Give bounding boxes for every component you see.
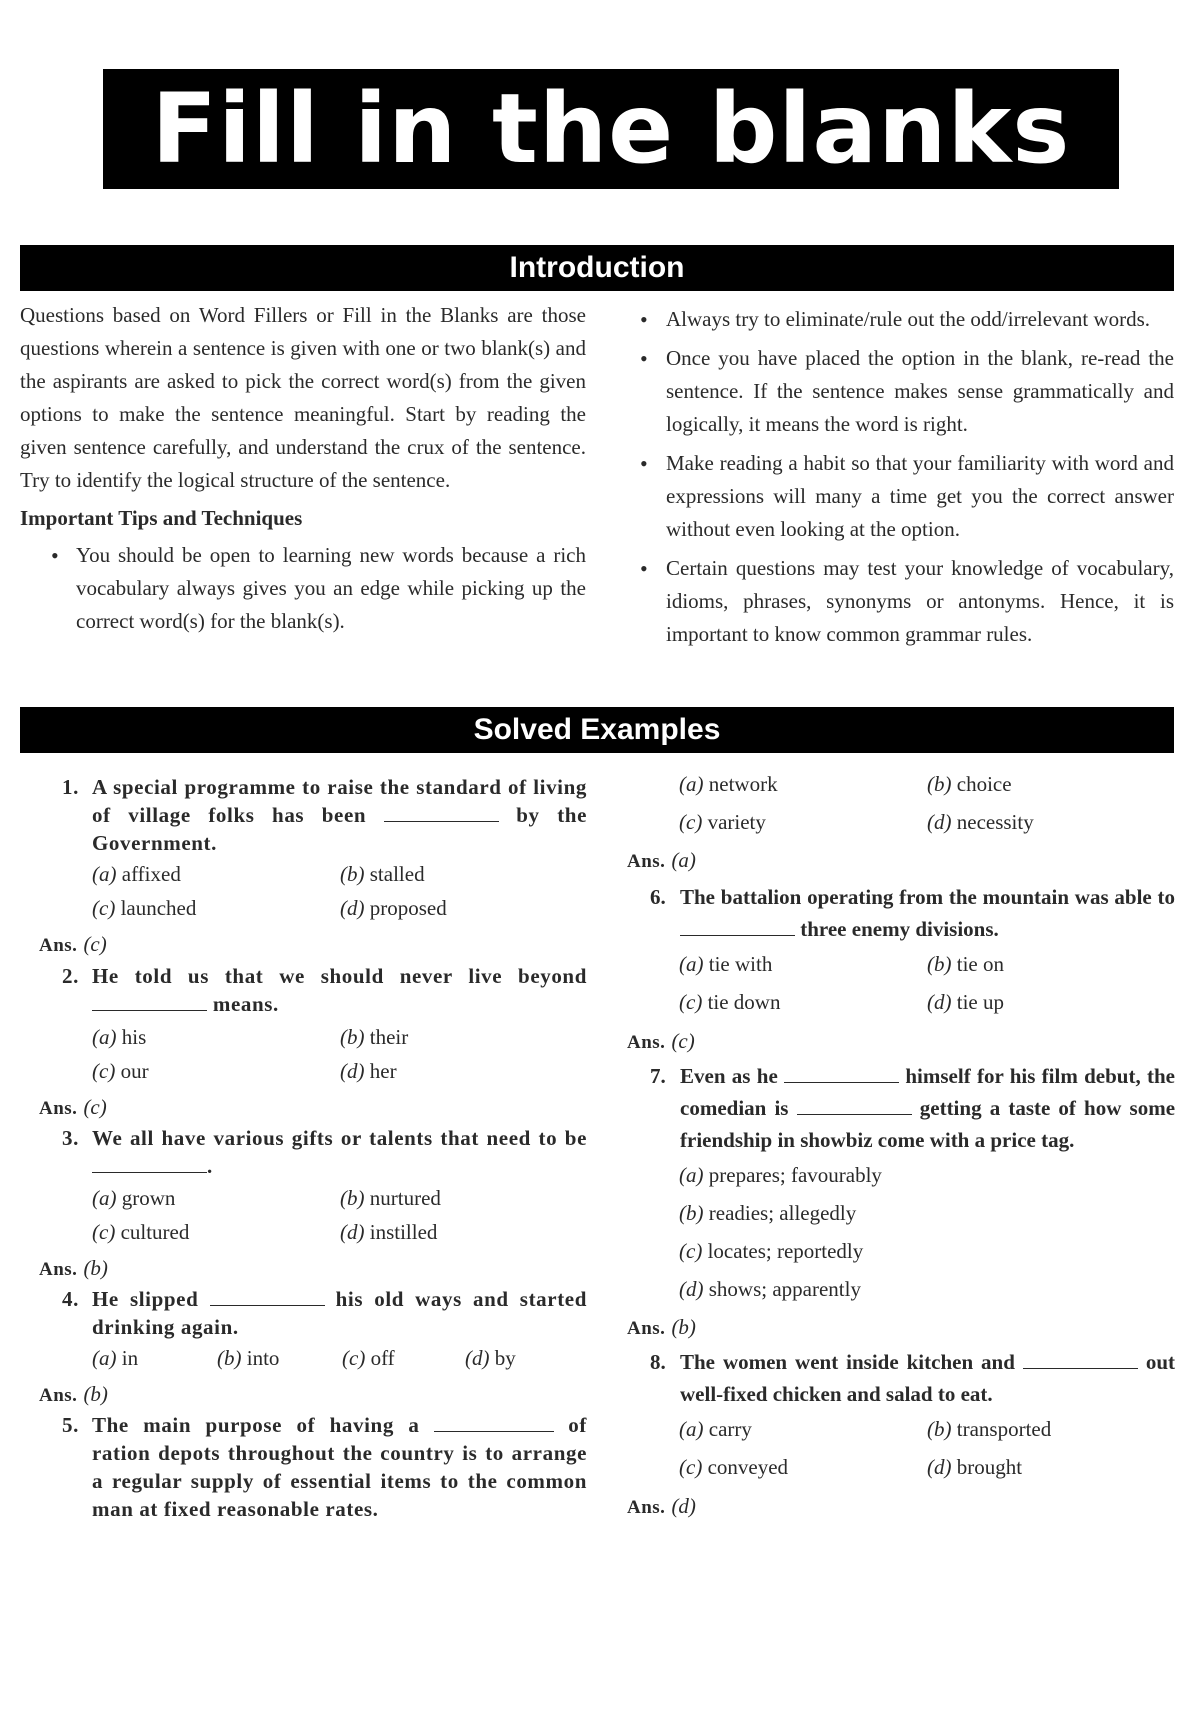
solved-examples-heading-text: Solved Examples <box>473 713 721 746</box>
option-label: (d) <box>340 896 365 920</box>
answer-blank <box>1023 1350 1138 1369</box>
page-title-banner <box>103 69 1119 189</box>
option-label: (d) <box>927 990 952 1014</box>
option-c <box>679 990 780 1015</box>
bullet-icon: • <box>51 543 59 568</box>
answer-value: (b) <box>83 1256 108 1280</box>
question-text-part: A special programme to raise the standard of living of village folks has been <box>92 775 587 827</box>
option-label: (b) <box>927 1417 952 1441</box>
option-text: stalled <box>369 862 425 886</box>
question-text-part: means. <box>212 992 279 1016</box>
answer-value: (d) <box>671 1494 696 1518</box>
option-text: her <box>369 1059 397 1083</box>
option-text: in <box>121 1346 139 1370</box>
option-b <box>927 772 1012 797</box>
option-d <box>340 1059 397 1084</box>
option-d <box>465 1346 516 1371</box>
question-text-part: by the Government. <box>92 803 588 855</box>
tip-text: You should be open to learning new words because a rich vocabulary always gives you an edge while picking up the correct word(s) for the blank(s). <box>76 543 586 633</box>
answer-value: (c) <box>83 1095 107 1119</box>
question-text-part: . <box>207 1154 213 1178</box>
introduction-paragraph: Questions based on Word Fillers or Fill in the Blanks are those questions wherein a sentence is given with one or two blank(s) and the aspirants are asked to pick the correct word(s) from the given options to make the sentence meaningful. Start by reading the given sentence carefully, and understand the crux of the sentence. Try to identify the logical structure of the sentence. <box>20 303 586 492</box>
tips-list-left <box>20 539 586 638</box>
answer-value: (c) <box>671 1029 695 1053</box>
question-3 <box>62 1124 587 1180</box>
tips-heading: Important Tips and Techniques <box>20 506 303 530</box>
option-a <box>92 1025 146 1050</box>
question-text-part: The women went inside kitchen and <box>680 1350 1015 1374</box>
option-d <box>927 1455 1022 1480</box>
option-text: choice <box>956 772 1012 796</box>
answer-label: Ans. <box>627 1497 666 1518</box>
option-label: (d) <box>927 1455 952 1479</box>
option-c <box>92 1220 189 1245</box>
option-label: (a) <box>92 1346 117 1370</box>
option-label: (d) <box>340 1220 365 1244</box>
option-text: instilled <box>369 1220 438 1244</box>
option-label: (c) <box>92 1059 116 1083</box>
option-label: (b) <box>679 1201 704 1225</box>
answer-value: (c) <box>83 932 107 956</box>
question-text-part: He slipped <box>92 1287 199 1311</box>
question-text <box>680 1346 1175 1410</box>
option-label: (a) <box>92 1025 117 1049</box>
option-d <box>340 1220 437 1245</box>
question-number: 4. <box>62 1287 79 1311</box>
answer-label: Ans. <box>627 1032 666 1053</box>
option-text: our <box>120 1059 149 1083</box>
question-6 <box>650 881 1175 945</box>
option-label: (c) <box>92 1220 116 1244</box>
bullet-icon: • <box>640 346 648 371</box>
option-label: (c) <box>679 1455 703 1479</box>
answer-4 <box>39 1382 108 1407</box>
option-b <box>340 862 425 887</box>
tip-item <box>20 539 586 638</box>
answer-label: Ans. <box>627 1318 666 1339</box>
option-label: (a) <box>92 1186 117 1210</box>
tip-item <box>637 303 1174 336</box>
answer-1 <box>39 932 107 957</box>
option-label: (b) <box>927 952 952 976</box>
answer-label: Ans. <box>39 935 78 956</box>
option-a <box>679 1163 882 1188</box>
option-text: variety <box>707 810 766 834</box>
option-text: transported <box>956 1417 1052 1441</box>
question-text-part: He told us that we should never live beyond <box>92 964 587 988</box>
option-text: readies; allegedly <box>708 1201 857 1225</box>
question-text-part: his old ways and started drinking again. <box>92 1287 587 1339</box>
question-number: 1. <box>62 775 79 799</box>
option-b <box>340 1025 408 1050</box>
question-text-part: We all have various gifts or talents that need to be <box>92 1126 587 1150</box>
option-b <box>927 952 1004 977</box>
question-text-part: Even as he <box>680 1064 778 1088</box>
answer-label: Ans. <box>39 1259 78 1280</box>
option-text: prepares; favourably <box>708 1163 882 1187</box>
page-title: Fill in the blanks <box>151 73 1071 185</box>
question-1 <box>62 773 587 857</box>
question-number: 5. <box>62 1413 79 1437</box>
answer-label: Ans. <box>39 1385 78 1406</box>
question-text <box>92 1411 587 1523</box>
question-text-part: out well-fixed chicken and salad to eat. <box>680 1350 1176 1406</box>
option-b <box>679 1201 856 1226</box>
question-text-part: of ration depots throughout the country is to arrange a regular supply of essential items to the common man at fixed reasonable rates. <box>92 1413 587 1521</box>
question-text <box>92 962 587 1018</box>
question-number: 3. <box>62 1126 79 1150</box>
option-d <box>927 810 1034 835</box>
answer-blank <box>92 1154 207 1173</box>
answer-value: (b) <box>671 1315 696 1339</box>
option-c <box>679 1239 863 1264</box>
tip-item <box>637 342 1174 441</box>
bullet-icon: • <box>640 556 648 581</box>
option-label: (a) <box>679 1417 704 1441</box>
introduction-heading-text: Introduction <box>509 251 685 284</box>
solved-examples-heading <box>20 707 1174 753</box>
option-text: network <box>708 772 778 796</box>
tip-text: Certain questions may test your knowledge of vocabulary, idioms, phrases, synonyms or antonyms. Hence, it is important to know common grammar rules. <box>666 556 1174 646</box>
tips-list-right <box>637 303 1174 651</box>
introduction-heading <box>20 245 1174 291</box>
option-b <box>927 1417 1051 1442</box>
tip-text: Make reading a habit so that your familiarity with word and expressions will many a time get you the correct answer without even looking at the option. <box>666 451 1174 541</box>
introduction-left-column <box>20 299 586 644</box>
option-d <box>340 896 447 921</box>
option-label: (d) <box>340 1059 365 1083</box>
option-text: launched <box>120 896 197 920</box>
bullet-icon: • <box>640 451 648 476</box>
tip-item <box>637 552 1174 651</box>
answer-value: (b) <box>83 1382 108 1406</box>
answer-blank <box>92 992 207 1011</box>
option-text: conveyed <box>707 1455 789 1479</box>
question-text <box>680 881 1175 945</box>
answer-blank <box>680 917 795 936</box>
option-text: into <box>246 1346 280 1370</box>
option-a <box>92 1186 175 1211</box>
question-text <box>92 1285 587 1341</box>
option-text: his <box>121 1025 147 1049</box>
option-text: tie with <box>708 952 773 976</box>
question-number: 8. <box>650 1350 666 1374</box>
question-8 <box>650 1346 1175 1410</box>
answer-label: Ans. <box>39 1098 78 1119</box>
question-7 <box>650 1060 1175 1156</box>
option-c <box>679 1455 788 1480</box>
option-text: proposed <box>369 896 447 920</box>
answer-label: Ans. <box>627 851 666 872</box>
question-text <box>92 773 587 857</box>
option-text: grown <box>121 1186 176 1210</box>
question-number: 6. <box>650 885 666 909</box>
option-label: (a) <box>679 772 704 796</box>
option-label: (b) <box>340 862 365 886</box>
tip-text: Always try to eliminate/rule out the odd/irrelevant words. <box>666 307 1151 331</box>
option-text: tie on <box>956 952 1004 976</box>
option-text: affixed <box>121 862 181 886</box>
option-label: (d) <box>465 1346 490 1370</box>
answer-blank <box>210 1287 325 1306</box>
option-text: off <box>370 1346 395 1370</box>
option-text: by <box>494 1346 516 1370</box>
answer-blank <box>434 1413 554 1432</box>
option-label: (a) <box>679 1163 704 1187</box>
option-text: tie up <box>956 990 1004 1014</box>
option-c <box>92 896 196 921</box>
option-a <box>679 1417 752 1442</box>
question-text <box>680 1060 1175 1156</box>
option-d <box>927 990 1004 1015</box>
question-4 <box>62 1285 587 1341</box>
option-a <box>92 1346 138 1371</box>
option-label: (b) <box>927 772 952 796</box>
option-c <box>92 1059 149 1084</box>
option-text: cultured <box>120 1220 190 1244</box>
question-5 <box>62 1411 587 1523</box>
option-text: locates; reportedly <box>707 1239 864 1263</box>
option-c <box>679 810 766 835</box>
answer-7 <box>627 1315 696 1340</box>
option-text: brought <box>956 1455 1023 1479</box>
option-label: (c) <box>679 810 703 834</box>
option-text: tie down <box>707 990 781 1014</box>
option-text: their <box>369 1025 409 1049</box>
question-text-part: The battalion operating from the mountain was able to <box>680 885 1175 909</box>
option-text: nurtured <box>369 1186 441 1210</box>
question-text-part: himself for his film debut, the comedian is <box>680 1064 1176 1120</box>
option-label: (b) <box>340 1025 365 1049</box>
option-label: (d) <box>927 810 952 834</box>
option-label: (c) <box>92 896 116 920</box>
answer-blank <box>797 1096 912 1115</box>
option-label: (a) <box>679 952 704 976</box>
tip-text: Once you have placed the option in the blank, re-read the sentence. If the sentence makes sense grammatically and logically, it means the word is right. <box>666 346 1174 436</box>
option-a <box>679 772 778 797</box>
answer-value: (a) <box>671 848 696 872</box>
option-label: (b) <box>217 1346 242 1370</box>
question-text <box>92 1124 587 1180</box>
option-d <box>679 1277 861 1302</box>
answer-8 <box>627 1494 696 1519</box>
question-2 <box>62 962 587 1018</box>
question-text-part: three enemy divisions. <box>800 917 999 941</box>
answer-blank <box>784 1064 899 1083</box>
question-number: 7. <box>650 1064 666 1088</box>
option-text: carry <box>708 1417 752 1441</box>
option-a <box>92 862 181 887</box>
answer-3 <box>39 1256 108 1281</box>
option-c <box>342 1346 395 1371</box>
answer-2 <box>39 1095 107 1120</box>
option-label: (c) <box>679 1239 703 1263</box>
option-label: (c) <box>679 990 703 1014</box>
option-label: (d) <box>679 1277 704 1301</box>
option-label: (c) <box>342 1346 366 1370</box>
introduction-right-column <box>637 299 1174 657</box>
option-label: (b) <box>340 1186 365 1210</box>
option-b <box>340 1186 441 1211</box>
answer-blank <box>384 803 499 822</box>
answer-6 <box>627 1029 695 1054</box>
option-b <box>217 1346 279 1371</box>
question-text-part: getting a taste of how some friendship in showbiz come with a price tag. <box>680 1096 1176 1152</box>
option-label: (a) <box>92 862 117 886</box>
option-text: necessity <box>956 810 1034 834</box>
option-a <box>679 952 772 977</box>
question-text-part: The main purpose of having a <box>92 1413 420 1437</box>
option-text: shows; apparently <box>708 1277 861 1301</box>
answer-5 <box>627 848 696 873</box>
question-number: 2. <box>62 964 79 988</box>
bullet-icon: • <box>640 307 648 332</box>
tip-item <box>637 447 1174 546</box>
